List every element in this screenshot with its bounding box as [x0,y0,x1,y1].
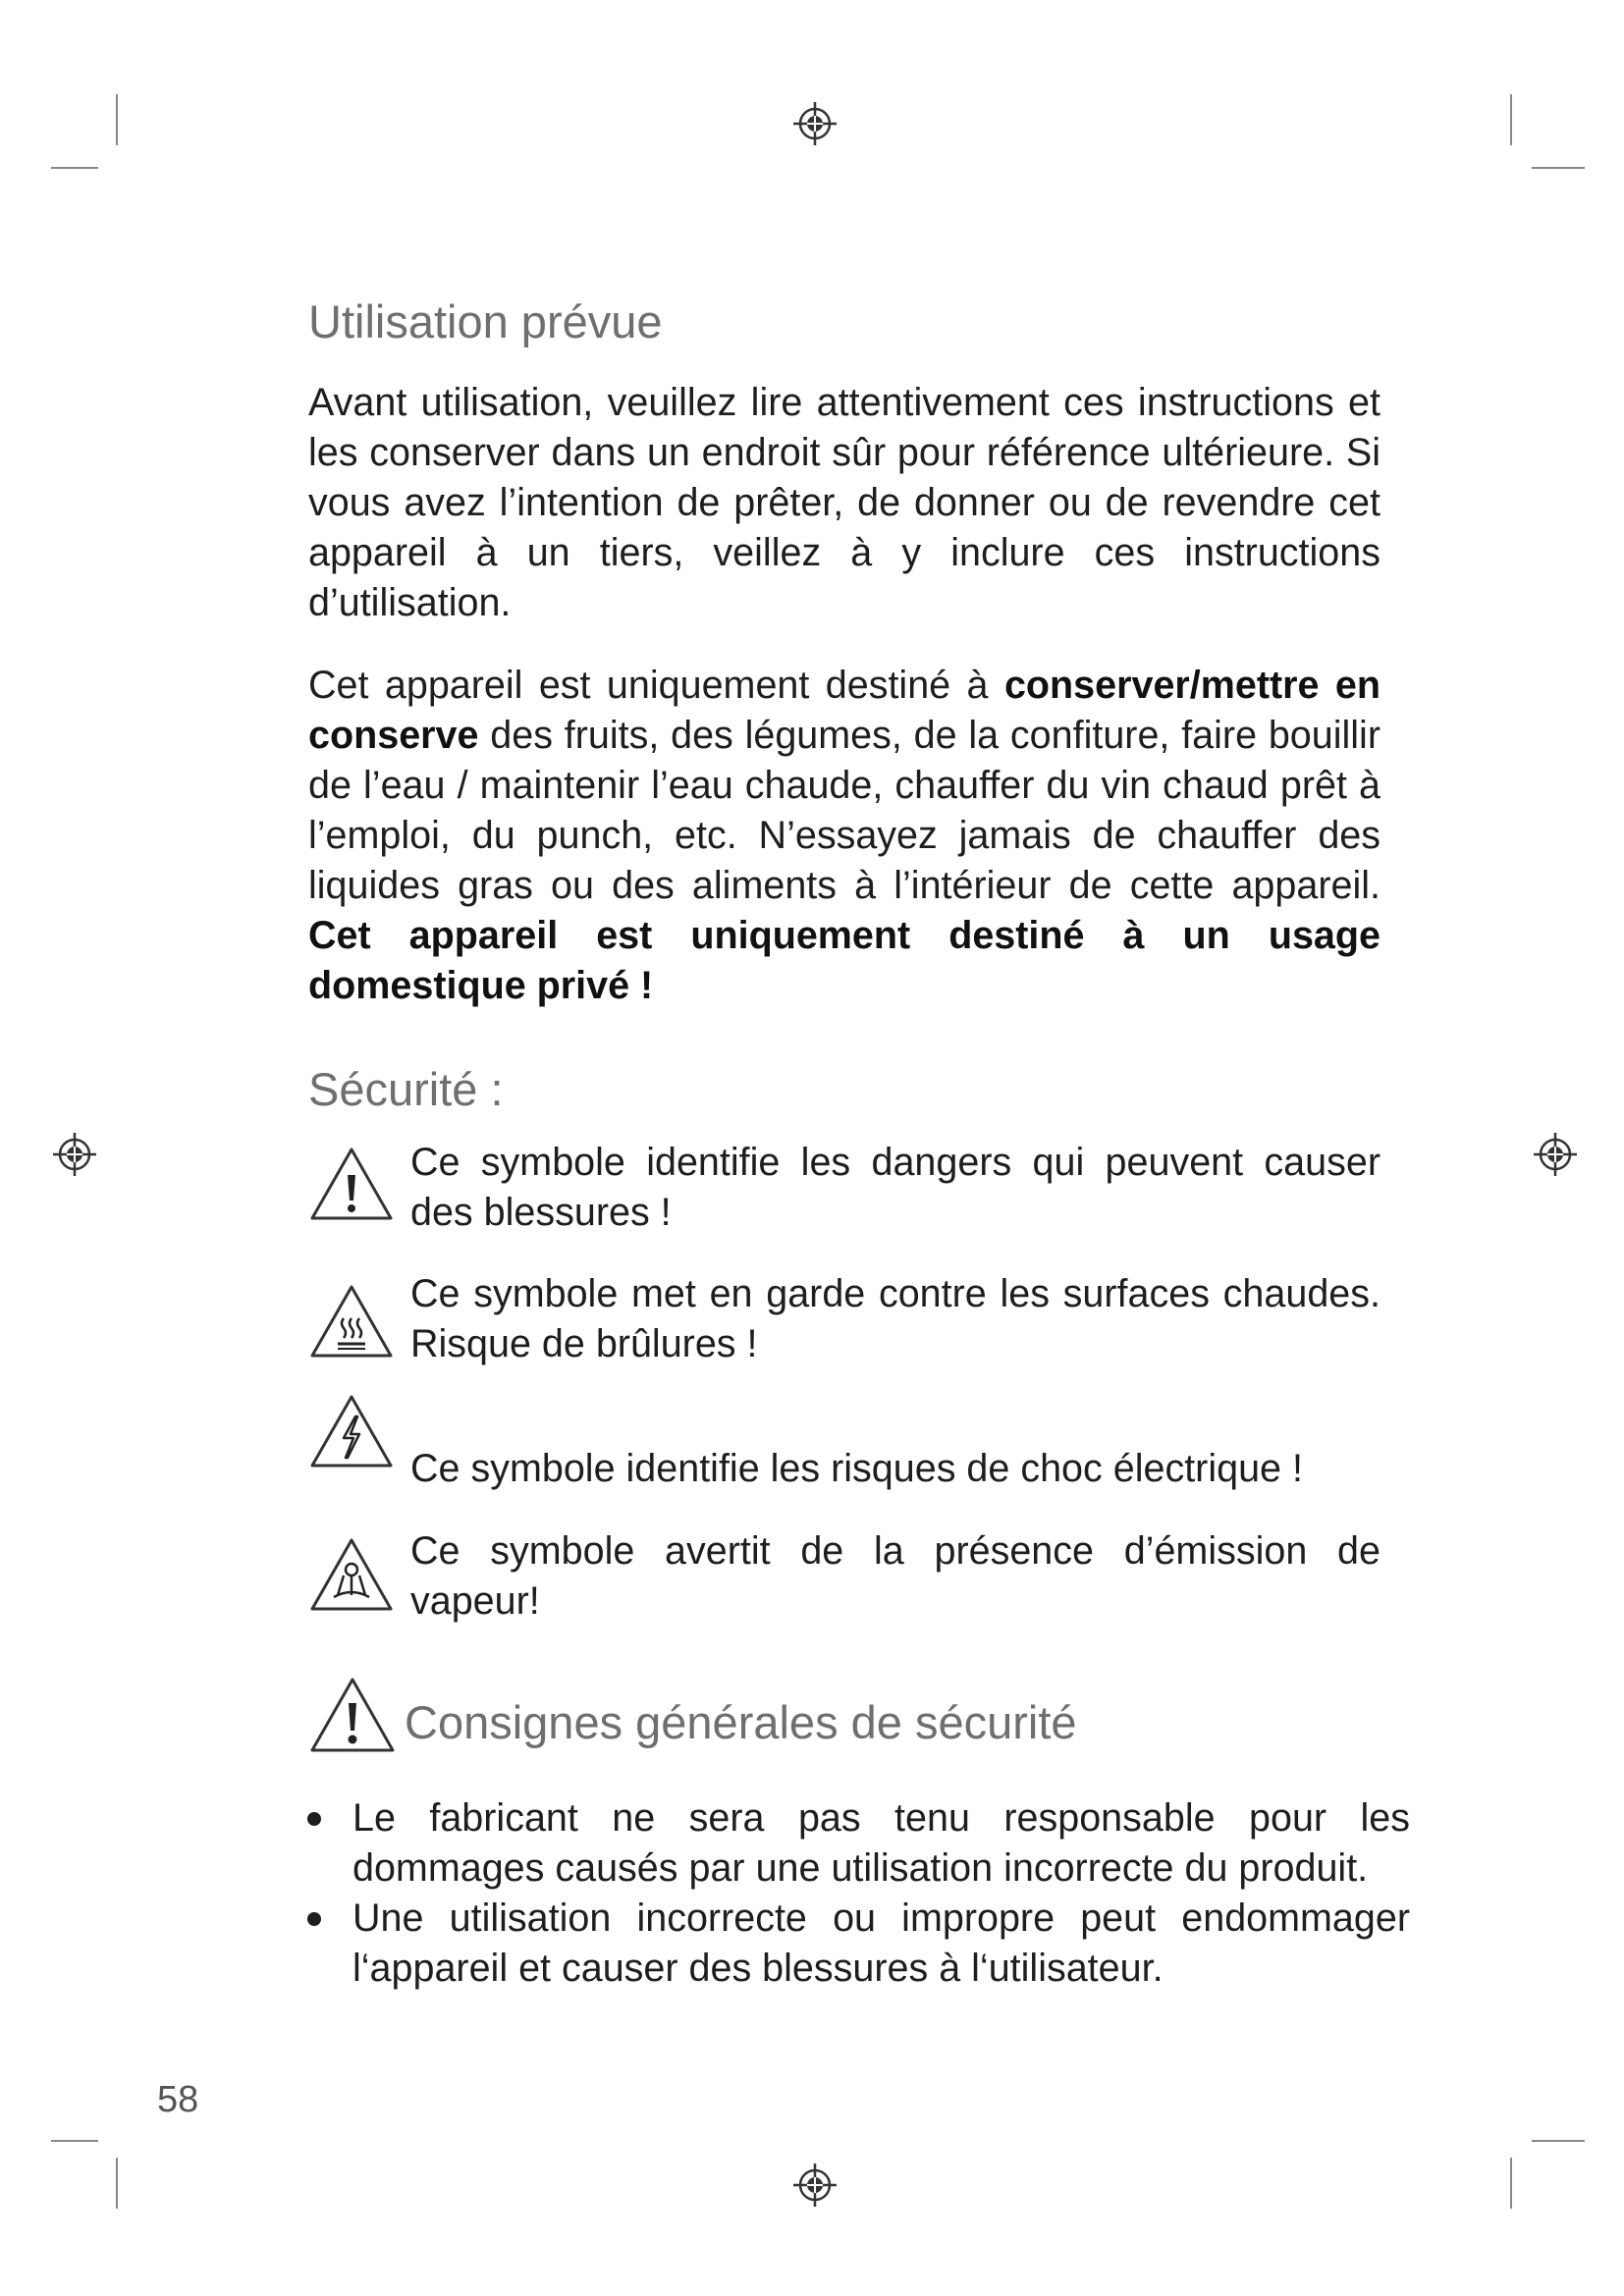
safety-symbol-row [308,1413,1380,1494]
symbol-description: Ce symbole identifie les risques de choc électrique ! [410,1446,1303,1490]
crop-mark [116,2158,118,2209]
symbol-description: Ce symbole met en garde contre les surfaces chaudes. Risque de brûlures ! [410,1271,1380,1365]
intended-use-paragraph-2 [308,661,1380,1011]
bullet-text: Le fabricant ne sera pas tenu responsable pour les dommages causés par une utilisation incorrecte du produit. [352,1795,1410,1890]
symbol-description: Ce symbole identifie les dangers qui peuvent causer des blessures ! [410,1140,1380,1234]
safety-symbol-row [308,1269,1380,1369]
steam-icon [308,1536,395,1613]
emphasis-text: Cet appareil est uniquement destiné à un usage domestique privé ! [308,914,1380,1008]
crop-mark [51,167,98,169]
page-number: 58 [157,2079,199,2120]
crop-mark [1532,2140,1585,2142]
paragraph-text: Cet appareil est uniquement destiné à [308,664,1004,708]
paragraph-text: Avant utilisation, veuillez lire attentivement ces instructions et les conserver dans un endroit sûr pour référence ultérieure. Si vous avez l’intention de prêter, de donner ou de revendre cet appareil à un tiers, veillez à y inclure ces instructions d’utilisation. [308,381,1380,625]
warning-exclamation-icon [308,1146,395,1222]
general-safety-heading: Consignes générales de sécurité [405,1695,1077,1748]
crop-mark [116,94,118,145]
bullet-icon [307,1812,321,1826]
crop-mark [1510,2158,1512,2209]
bullet-icon [307,1912,321,1926]
emphasis-text: conserver/mettre en conserve [308,664,1380,758]
electric-shock-icon [308,1393,395,1469]
paragraph-text: des fruits, des légumes, de la confiture, faire bouillir de l’eau / maintenir l’eau chaude, chauffer du vin chaud prêt à l’emploi, du punch, etc. N’essayez jamais de chauffer des liquides gras ou des aliments à l’intérieur de cette appareil. [308,714,1380,908]
general-safety-header [308,1674,1380,1752]
general-safety-list [305,1793,1410,1994]
crop-mark [1532,167,1585,169]
list-item [305,1793,1410,1894]
safety-symbol-row [308,1526,1380,1627]
warning-exclamation-icon [308,1676,397,1754]
registration-mark-icon [793,102,837,145]
crop-mark [1510,94,1512,145]
safety-heading: Sécurité : [308,1063,504,1116]
registration-mark-icon [53,1133,96,1176]
bullet-text: Une utilisation incorrecte ou impropre peut endommager l‘appareil et causer des blessures à l‘utilisateur. [352,1896,1410,1990]
registration-mark-icon [793,2163,837,2207]
safety-symbol-row [308,1138,1380,1238]
list-item [305,1894,1410,1994]
page-content [308,294,1410,1994]
intended-use-heading: Utilisation prévue [308,295,663,347]
intended-use-paragraph-1 [308,378,1380,628]
crop-mark [51,2140,98,2142]
symbol-description: Ce symbole avertit de la présence d’émission de vapeur! [410,1528,1380,1623]
hot-surface-icon [308,1283,395,1360]
registration-mark-icon [1534,1133,1577,1176]
